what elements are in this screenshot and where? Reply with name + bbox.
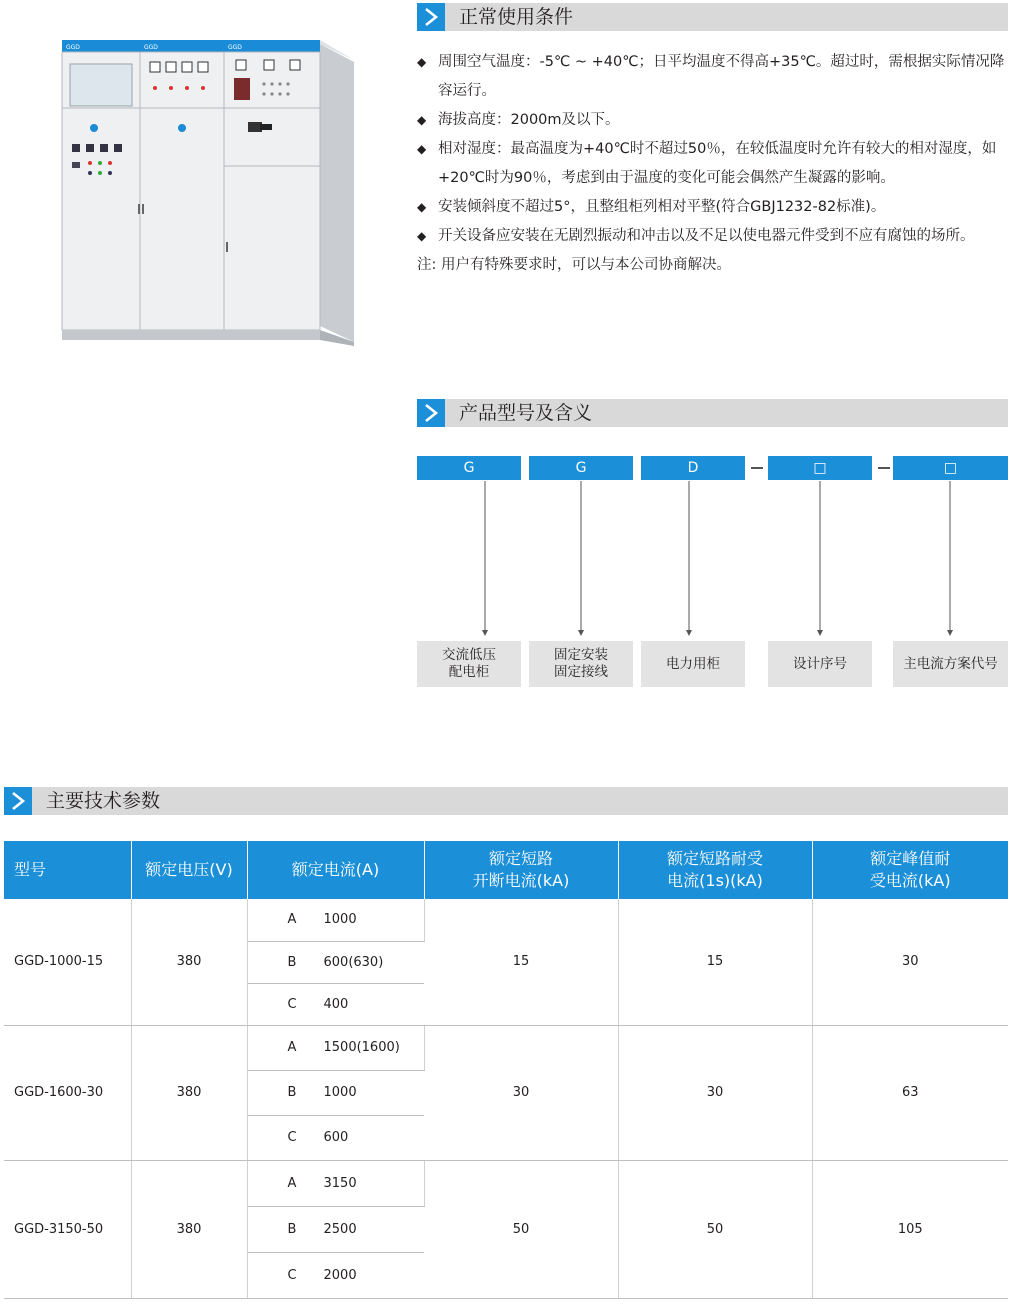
diamond-bullet-icon: ◆	[417, 113, 427, 127]
cell-model: GGD-1000-15	[4, 899, 131, 1025]
cell-withstand: 30	[618, 1025, 812, 1160]
condition-item: ◆ 相对湿度：最高温度为+40℃时不超过50％，在较低温度时允许有较大的相对湿度，如+20℃时为90％，考虑到由于温度的变化可能会偶然产生凝露的影响。	[417, 135, 1009, 193]
cell-peak: 30	[812, 899, 1008, 1025]
panel-label-3: GGD	[228, 44, 242, 51]
col-header-current: 额定电流(A)	[247, 841, 424, 899]
conditions-header	[417, 3, 1008, 31]
params-table	[4, 841, 1008, 1299]
conditions-note: 注: 用户有特殊要求时，可以与本公司协商解决。	[417, 257, 731, 273]
model-code-box: G	[529, 456, 633, 480]
col-header-breaking: 额定短路 开断电流(kA)	[424, 841, 618, 899]
cell-current: A 3150	[247, 1160, 424, 1206]
model-code-box: G	[417, 456, 521, 480]
panel-label-1: GGD	[66, 44, 80, 51]
col-header-model: 型号	[4, 841, 131, 899]
cell-breaking: 15	[424, 899, 618, 1025]
diamond-bullet-icon: ◆	[417, 229, 427, 243]
table-header-row	[4, 841, 1008, 899]
condition-item: ◆ 开关设备应安装在无剧烈振动和冲击以及不足以使电器元件受到不应有腐蚀的场所。	[417, 222, 1009, 251]
conditions-title: 正常使用条件	[459, 6, 574, 28]
model-code-box: D	[641, 456, 745, 480]
condition-item: ◆ 周围空气温度：-5℃ ~ +40℃；日平均温度不得高+35℃。超过时，需根据实际情况降容运行。	[417, 48, 1009, 106]
cell-current: C 600	[247, 1115, 424, 1160]
col-header-voltage: 额定电压(V)	[131, 841, 247, 899]
model-meaning-box: 交流低压 配电柜	[417, 641, 521, 687]
cell-peak: 63	[812, 1025, 1008, 1160]
col-header-withstand: 额定短路耐受 电流(1s)(kA)	[618, 841, 812, 899]
cell-current: A 1000	[247, 899, 424, 941]
cell-peak: 105	[812, 1160, 1008, 1298]
diamond-bullet-icon: ◆	[417, 200, 427, 214]
cell-current: C 400	[247, 983, 424, 1025]
cell-voltage: 380	[131, 1025, 247, 1160]
cell-current: A 1500(1600)	[247, 1025, 424, 1070]
model-meaning-box: 固定安装 固定接线	[529, 641, 633, 687]
model-header	[417, 399, 1008, 427]
chevron-right-icon	[417, 399, 445, 427]
cell-breaking: 50	[424, 1160, 618, 1298]
table-row	[4, 899, 1008, 941]
params-title: 主要技术参数	[46, 790, 161, 812]
model-title: 产品型号及含义	[459, 402, 593, 424]
cell-withstand: 50	[618, 1160, 812, 1298]
condition-item: ◆ 海拔高度：2000m及以下。	[417, 106, 1009, 135]
switchgear-cabinet-image	[58, 36, 358, 348]
panel-label-2: GGD	[144, 44, 158, 51]
cell-model: GGD-1600-30	[4, 1025, 131, 1160]
model-meaning-box: 主电流方案代号	[893, 641, 1008, 687]
cell-current: C 2000	[247, 1252, 424, 1298]
cell-breaking: 30	[424, 1025, 618, 1160]
diamond-bullet-icon: ◆	[417, 55, 427, 69]
model-meaning-box: 设计序号	[768, 641, 872, 687]
conditions-list	[417, 48, 1009, 280]
model-dash	[751, 467, 763, 469]
model-dash	[878, 467, 890, 469]
cell-withstand: 15	[618, 899, 812, 1025]
params-header	[4, 787, 1008, 815]
cell-model: GGD-3150-50	[4, 1160, 131, 1298]
model-code-box: □	[768, 456, 872, 480]
model-code-box: □	[893, 456, 1008, 480]
cell-voltage: 380	[131, 1160, 247, 1298]
table-row	[4, 1025, 1008, 1070]
cell-voltage: 380	[131, 899, 247, 1025]
chevron-right-icon	[4, 787, 32, 815]
cell-current: B 2500	[247, 1206, 424, 1252]
condition-item: ◆ 安装倾斜度不超过5°，且整组柜列相对平整(符合GBJ1232-82标准)。	[417, 193, 1009, 222]
table-row	[4, 1160, 1008, 1206]
chevron-right-icon	[417, 3, 445, 31]
cell-current: B 1000	[247, 1070, 424, 1115]
model-meaning-box: 电力用柜	[641, 641, 745, 687]
diamond-bullet-icon: ◆	[417, 142, 427, 156]
cell-current: B 600(630)	[247, 941, 424, 983]
col-header-peak: 额定峰值耐 受电流(kA)	[812, 841, 1008, 899]
